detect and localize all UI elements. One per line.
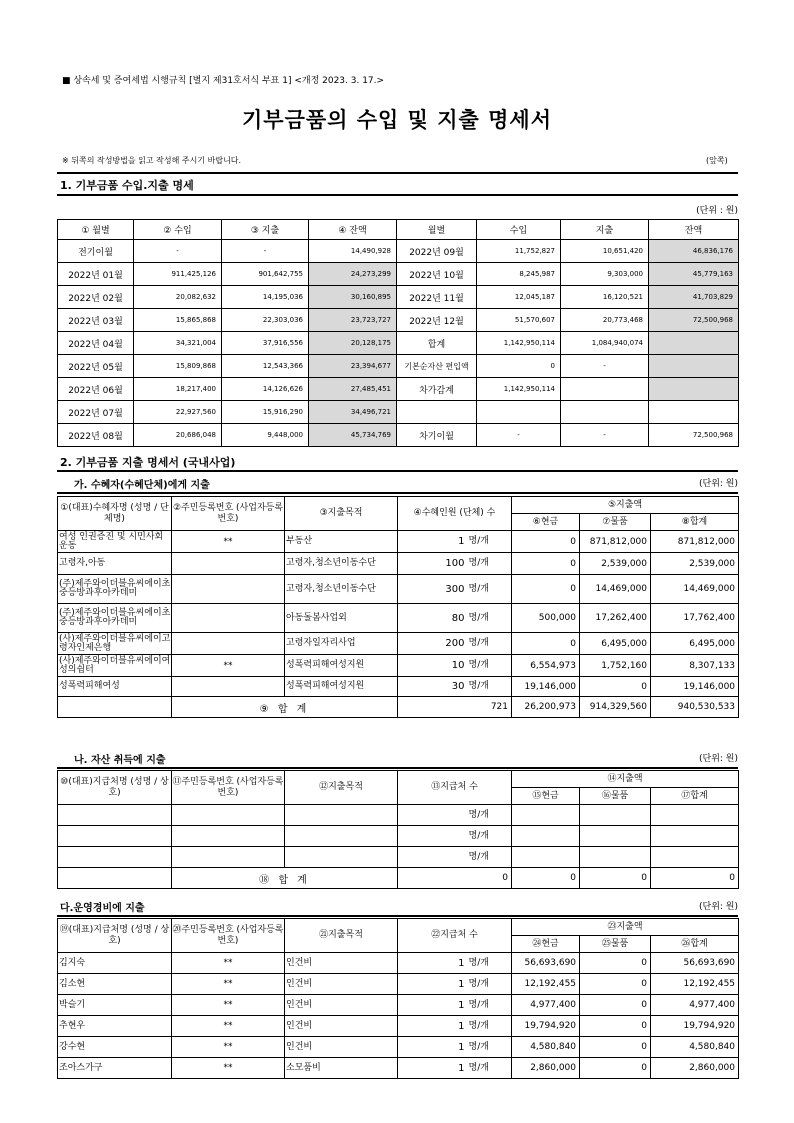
registration-number: ** xyxy=(172,655,285,677)
recipient-name: (주)제주와이더블유씨에이초중등방과후아카데미 xyxy=(58,604,172,633)
registration-number: ** xyxy=(172,995,285,1016)
goods-amount: 1,752,160 xyxy=(580,655,651,677)
total-amount xyxy=(651,826,739,847)
recipient-count: 80 xyxy=(398,604,468,633)
month-label: 2022년 02월 xyxy=(58,286,134,309)
column-header: ⑳주민등록번호 (사업자등록번호) xyxy=(172,919,285,953)
table-row xyxy=(58,1058,739,1079)
recipient-name: 강수현 xyxy=(58,1037,172,1058)
column-header: ① 월별 xyxy=(58,220,134,240)
registration-number xyxy=(172,633,285,655)
amount-cell: 12,543,366 xyxy=(222,355,309,378)
table-row xyxy=(58,655,739,677)
income-expense-table xyxy=(57,219,739,447)
amount-cell: 27,485,451 xyxy=(309,378,397,401)
cash-amount xyxy=(512,847,580,868)
instruction-note: ※ 뒤쪽의 작성방법을 읽고 작성해 주시기 바랍니다. xyxy=(62,156,242,165)
cash-amount xyxy=(512,805,580,826)
recipient-count: 1 xyxy=(398,1058,468,1079)
recipient-name: 조아스가구 xyxy=(58,1058,172,1079)
registration-number: ** xyxy=(172,1016,285,1037)
sum-row xyxy=(58,868,739,889)
operating-expense-table xyxy=(57,918,739,1079)
section2b-unit: (단위: 원) xyxy=(699,754,738,764)
column-header: ㉕물품 xyxy=(580,936,651,953)
column-header: ④수혜인원 (단체) 수 xyxy=(398,497,512,531)
count-unit: 명/개 xyxy=(468,604,512,633)
registration-number: ** xyxy=(172,1037,285,1058)
recipient-name: (주)제주와이더블유씨에이초중등방과후아카데미 xyxy=(58,575,172,604)
recipient-count xyxy=(398,805,468,826)
goods-amount: 6,495,000 xyxy=(580,633,651,655)
column-header: ㉖합계 xyxy=(651,936,739,953)
expense-purpose: 인건비 xyxy=(285,953,398,974)
amount-cell xyxy=(477,401,561,424)
amount-cell: 15,865,868 xyxy=(134,309,222,332)
recipient-count: 1 xyxy=(398,953,468,974)
section2a-unit: (단위: 원) xyxy=(699,479,738,489)
table-row xyxy=(58,531,739,553)
amount-cell: 901,642,755 xyxy=(222,263,309,286)
cash-amount: 500,000 xyxy=(512,604,580,633)
divider xyxy=(57,767,738,769)
divider xyxy=(57,470,738,472)
recipient-count: 1 xyxy=(398,995,468,1016)
count-unit: 명/개 xyxy=(468,847,512,868)
goods-amount: 2,539,000 xyxy=(580,553,651,575)
amount-cell: 45,734,769 xyxy=(309,424,397,447)
month-label: 2022년 12월 xyxy=(397,309,477,332)
total-amount: 871,812,000 xyxy=(651,531,739,553)
amount-cell: 14,490,928 xyxy=(309,240,397,263)
count-unit: 명/개 xyxy=(468,1016,512,1037)
header-row xyxy=(58,220,739,240)
expense-purpose: 고령자,청소년이동수단 xyxy=(285,575,398,604)
table-row xyxy=(58,424,739,447)
amount-cell: 9,448,000 xyxy=(222,424,309,447)
amount-cell: 1,142,950,114 xyxy=(477,332,561,355)
table-row xyxy=(58,677,739,697)
month-label: 2022년 07월 xyxy=(58,401,134,424)
table-row xyxy=(58,332,739,355)
sum-spacer xyxy=(58,868,172,889)
sum-label: ⑱ 합 계 xyxy=(172,868,398,889)
sum-total: 940,530,533 xyxy=(651,697,739,718)
amount-cell: 20,686,048 xyxy=(134,424,222,447)
column-header: 잔액 xyxy=(649,220,739,240)
column-header: ㉒지급처 수 xyxy=(398,919,512,953)
beneficiary-table xyxy=(57,496,739,718)
month-label: 2022년 08월 xyxy=(58,424,134,447)
expense-purpose: 인건비 xyxy=(285,974,398,995)
expense-purpose: 고령자,청소년이동수단 xyxy=(285,553,398,575)
amount-cell: 11,752,827 xyxy=(477,240,561,263)
recipient-count: 1 xyxy=(398,531,468,553)
recipient-name: 김지숙 xyxy=(58,953,172,974)
count-unit: 명/개 xyxy=(468,1058,512,1079)
column-header: ⑪주민등록번호 (사업자등록번호) xyxy=(172,771,285,805)
total-amount: 8,307,133 xyxy=(651,655,739,677)
amount-cell: 1,084,940,074 xyxy=(561,332,649,355)
law-reference: ■ 상속세 및 증여세법 시행규칙 [별지 제31호서식 부표 1] <개정 2023. 3. 17.> xyxy=(62,76,385,86)
recipient-count: 300 xyxy=(398,575,468,604)
table-row xyxy=(58,604,739,633)
amount-cell: 16,120,521 xyxy=(561,286,649,309)
cash-amount: 0 xyxy=(512,633,580,655)
header-row xyxy=(58,497,739,514)
amount-cell: 72,500,968 xyxy=(649,424,739,447)
registration-number xyxy=(172,575,285,604)
goods-amount: 0 xyxy=(580,995,651,1016)
column-header: ⑲(대표)지급처명 (성명 / 상호) xyxy=(58,919,172,953)
amount-cell xyxy=(649,378,739,401)
table-row xyxy=(58,309,739,332)
registration-number xyxy=(172,805,285,826)
recipient-name: (사)제주와이더블유씨에이여성의쉼터 xyxy=(59,655,171,675)
recipient-name: 박슬기 xyxy=(58,995,172,1016)
amount-cell: 14,195,036 xyxy=(222,286,309,309)
column-header: ⑭지출액 xyxy=(512,771,739,788)
sum-cash: 0 xyxy=(512,868,580,889)
amount-cell: - xyxy=(222,240,309,263)
expense-purpose: 인건비 xyxy=(285,1016,398,1037)
sum-count: 0 xyxy=(398,868,512,889)
asset-acquisition-table xyxy=(57,770,739,889)
amount-cell: - xyxy=(477,424,561,447)
month-label: 기본순자산 편입액 xyxy=(397,355,477,378)
table-row xyxy=(58,805,739,826)
page-side-label: (앞쪽) xyxy=(706,156,728,165)
count-unit: 명/개 xyxy=(468,1037,512,1058)
registration-number xyxy=(172,604,285,633)
sum-count: 721 xyxy=(398,697,512,718)
recipient-name: 성폭력피해여성 xyxy=(58,677,172,697)
recipient-name: 고령자,아동 xyxy=(58,553,172,575)
amount-cell: 15,809,868 xyxy=(134,355,222,378)
column-header: ①(대표)수혜자명 (성명 / 단체명) xyxy=(58,497,172,531)
total-amount: 4,977,400 xyxy=(651,995,739,1016)
table-row xyxy=(58,401,739,424)
goods-amount: 0 xyxy=(580,953,651,974)
header-row xyxy=(58,771,739,788)
goods-amount: 0 xyxy=(580,1058,651,1079)
total-amount: 14,469,000 xyxy=(651,575,739,604)
total-amount: 12,192,455 xyxy=(651,974,739,995)
expense-purpose xyxy=(285,805,398,826)
recipient-count: 30 xyxy=(398,677,468,697)
total-amount: 17,762,400 xyxy=(651,604,739,633)
cash-amount: 2,860,000 xyxy=(512,1058,580,1079)
month-label: 2022년 03월 xyxy=(58,309,134,332)
column-header: 월별 xyxy=(397,220,477,240)
cash-amount: 56,693,690 xyxy=(512,953,580,974)
section2c-title: 다.운영경비에 지출 xyxy=(60,903,145,914)
cash-amount: 19,794,920 xyxy=(512,1016,580,1037)
amount-cell: - xyxy=(134,240,222,263)
amount-cell: 45,779,163 xyxy=(649,263,739,286)
month-label: 전기이월 xyxy=(58,240,134,263)
recipient-count xyxy=(398,826,468,847)
column-header: ⑤지출액 xyxy=(512,497,739,514)
column-header: 지출 xyxy=(561,220,649,240)
registration-number xyxy=(172,826,285,847)
amount-cell: 18,217,400 xyxy=(134,378,222,401)
goods-amount: 0 xyxy=(580,974,651,995)
column-header: ⑧합계 xyxy=(651,514,739,531)
recipient-name xyxy=(58,847,172,868)
amount-cell xyxy=(649,355,739,378)
cash-amount: 0 xyxy=(512,575,580,604)
amount-cell: 30,160,895 xyxy=(309,286,397,309)
month-label: 차기이월 xyxy=(397,424,477,447)
recipient-count: 100 xyxy=(398,553,468,575)
column-header: ③ 지출 xyxy=(222,220,309,240)
table-row xyxy=(58,286,739,309)
recipient-count: 10 xyxy=(398,655,468,677)
section1-title: 1. 기부금품 수입.지출 명세 xyxy=(60,179,194,192)
goods-amount: 0 xyxy=(580,677,651,697)
amount-cell: 41,703,829 xyxy=(649,286,739,309)
recipient-count: 1 xyxy=(398,1037,468,1058)
registration-number xyxy=(172,847,285,868)
cash-amount: 19,146,000 xyxy=(512,677,580,697)
section1-unit: (단위 : 원) xyxy=(696,206,738,216)
amount-cell: 20,082,632 xyxy=(134,286,222,309)
column-header: ⑦물품 xyxy=(580,514,651,531)
month-label: 2022년 01월 xyxy=(58,263,134,286)
count-unit: 명/개 xyxy=(468,826,512,847)
amount-cell: 8,245,987 xyxy=(477,263,561,286)
month-label: 2022년 10월 xyxy=(397,263,477,286)
goods-amount xyxy=(580,826,651,847)
column-header: ⑥현금 xyxy=(512,514,580,531)
count-unit: 명/개 xyxy=(468,805,512,826)
amount-cell: 0 xyxy=(477,355,561,378)
count-unit: 명/개 xyxy=(468,995,512,1016)
column-header: ③지출목적 xyxy=(285,497,398,531)
table-row xyxy=(58,847,739,868)
expense-purpose: 성폭력피해여성지원 xyxy=(285,655,398,677)
amount-cell: 23,394,677 xyxy=(309,355,397,378)
table-row xyxy=(58,633,739,655)
sum-total: 0 xyxy=(651,868,739,889)
amount-cell xyxy=(649,401,739,424)
goods-amount xyxy=(580,847,651,868)
month-label xyxy=(397,401,477,424)
recipient-count: 1 xyxy=(398,974,468,995)
registration-number xyxy=(172,553,285,575)
amount-cell: 34,496,721 xyxy=(309,401,397,424)
total-amount: 19,794,920 xyxy=(651,1016,739,1037)
count-unit: 명/개 xyxy=(468,974,512,995)
count-unit: 명/개 xyxy=(468,677,512,697)
expense-purpose: 성폭력피해여성지원 xyxy=(285,677,398,697)
count-unit: 명/개 xyxy=(468,553,512,575)
amount-cell xyxy=(649,332,739,355)
section2b-title: 나. 자산 취득에 지출 xyxy=(74,755,166,766)
divider xyxy=(57,915,738,917)
month-label: 2022년 04월 xyxy=(58,332,134,355)
amount-cell: 14,126,626 xyxy=(222,378,309,401)
amount-cell: - xyxy=(561,424,649,447)
month-label: 차가감계 xyxy=(397,378,477,401)
goods-amount: 17,262,400 xyxy=(580,604,651,633)
table-row xyxy=(58,263,739,286)
goods-amount: 14,469,000 xyxy=(580,575,651,604)
divider xyxy=(57,172,738,174)
table-row xyxy=(58,826,739,847)
expense-purpose: 아동돌봄사업외 xyxy=(285,604,398,633)
table-row xyxy=(58,553,739,575)
column-header: ⑩(대표)지급처명 (성명 / 상호) xyxy=(58,771,172,805)
header-row xyxy=(58,919,739,936)
section2c-unit: (단위: 원) xyxy=(699,902,738,912)
cash-amount: 0 xyxy=(512,553,580,575)
amount-cell: 24,273,299 xyxy=(309,263,397,286)
goods-amount: 871,812,000 xyxy=(580,531,651,553)
section2a-title: 가. 수혜자(수혜단체)에게 지출 xyxy=(74,480,210,491)
cash-amount: 4,977,400 xyxy=(512,995,580,1016)
expense-purpose xyxy=(285,847,398,868)
table-row xyxy=(58,240,739,263)
amount-cell: 46,836,176 xyxy=(649,240,739,263)
document-title: 기부금품의 수입 및 지출 명세서 xyxy=(242,108,552,132)
expense-purpose xyxy=(285,826,398,847)
column-header: ㉔현금 xyxy=(512,936,580,953)
amount-cell: 15,916,290 xyxy=(222,401,309,424)
cash-amount: 12,192,455 xyxy=(512,974,580,995)
recipient-name xyxy=(58,805,172,826)
month-label: 2022년 09월 xyxy=(397,240,477,263)
count-unit: 명/개 xyxy=(468,633,512,655)
total-amount: 56,693,690 xyxy=(651,953,739,974)
month-label: 2022년 05월 xyxy=(58,355,134,378)
count-unit: 명/개 xyxy=(468,953,512,974)
column-header: ②주민등록번호 (사업자등록번호) xyxy=(172,497,285,531)
total-amount: 2,860,000 xyxy=(651,1058,739,1079)
column-header: ⑮현금 xyxy=(512,788,580,805)
cash-amount xyxy=(512,826,580,847)
table-row xyxy=(58,974,739,995)
total-amount: 6,495,000 xyxy=(651,633,739,655)
sum-goods: 914,329,560 xyxy=(580,697,651,718)
divider xyxy=(57,194,738,196)
amount-cell: 22,927,560 xyxy=(134,401,222,424)
sum-goods: 0 xyxy=(580,868,651,889)
amount-cell: 20,128,175 xyxy=(309,332,397,355)
amount-cell: 51,570,607 xyxy=(477,309,561,332)
count-unit: 명/개 xyxy=(468,655,512,677)
total-amount: 4,580,840 xyxy=(651,1037,739,1058)
table-row xyxy=(58,953,739,974)
table-row xyxy=(58,355,739,378)
total-amount xyxy=(651,805,739,826)
table-row xyxy=(58,1037,739,1058)
table-row xyxy=(58,575,739,604)
sum-row xyxy=(58,697,739,718)
column-header: ② 수입 xyxy=(134,220,222,240)
month-label: 2022년 06월 xyxy=(58,378,134,401)
sum-spacer xyxy=(58,697,172,718)
amount-cell: 911,425,126 xyxy=(134,263,222,286)
column-header: ⑰합계 xyxy=(651,788,739,805)
amount-cell: 34,321,004 xyxy=(134,332,222,355)
sum-cash: 26,200,973 xyxy=(512,697,580,718)
registration-number: ** xyxy=(172,953,285,974)
amount-cell xyxy=(561,401,649,424)
amount-cell: 12,045,187 xyxy=(477,286,561,309)
registration-number xyxy=(172,677,285,697)
count-unit: 명/개 xyxy=(468,531,512,553)
recipient-name: 여성 인권증진 및 시민사회운동 xyxy=(58,531,172,553)
recipient-name: 김소현 xyxy=(58,974,172,995)
amount-cell: 10,651,420 xyxy=(561,240,649,263)
cash-amount: 4,580,840 xyxy=(512,1037,580,1058)
recipient-count: 200 xyxy=(398,633,468,655)
cash-amount: 6,554,973 xyxy=(512,655,580,677)
amount-cell: 23,723,727 xyxy=(309,309,397,332)
goods-amount: 0 xyxy=(580,1016,651,1037)
recipient-name xyxy=(58,826,172,847)
recipient-name: (사)제주와이더블유씨에이고령자인제은행 xyxy=(59,633,171,653)
total-amount: 2,539,000 xyxy=(651,553,739,575)
table-row xyxy=(58,995,739,1016)
amount-cell: 20,773,468 xyxy=(561,309,649,332)
registration-number: ** xyxy=(172,974,285,995)
column-header: ⑫지출목적 xyxy=(285,771,398,805)
expense-purpose: 고령자일자리사업 xyxy=(285,633,398,655)
recipient-count: 1 xyxy=(398,1016,468,1037)
registration-number: ** xyxy=(172,1058,285,1079)
goods-amount: 0 xyxy=(580,1037,651,1058)
month-label: 2022년 11월 xyxy=(397,286,477,309)
expense-purpose: 인건비 xyxy=(285,995,398,1016)
registration-number: ** xyxy=(172,531,285,553)
column-header: ⑯물품 xyxy=(580,788,651,805)
expense-purpose: 소모품비 xyxy=(285,1058,398,1079)
total-amount: 19,146,000 xyxy=(651,677,739,697)
expense-purpose: 인건비 xyxy=(285,1037,398,1058)
count-unit: 명/개 xyxy=(468,575,512,604)
sum-label: ⑨ 합 계 xyxy=(172,697,398,718)
recipient-name: 추현우 xyxy=(58,1016,172,1037)
amount-cell xyxy=(561,378,649,401)
column-header: ⑬지급처 수 xyxy=(398,771,512,805)
section2-title: 2. 기부금품 지출 명세서 (국내사업) xyxy=(60,456,236,469)
column-header: ㉑지출목적 xyxy=(285,919,398,953)
total-amount xyxy=(651,847,739,868)
amount-cell: 72,500,968 xyxy=(649,309,739,332)
amount-cell: 37,916,556 xyxy=(222,332,309,355)
column-header: 수입 xyxy=(477,220,561,240)
column-header: ④ 잔액 xyxy=(309,220,397,240)
amount-cell: - xyxy=(561,355,649,378)
month-label: 합계 xyxy=(397,332,477,355)
cash-amount: 0 xyxy=(512,531,580,553)
amount-cell: 22,303,036 xyxy=(222,309,309,332)
table-row xyxy=(58,1016,739,1037)
amount-cell: 9,303,000 xyxy=(561,263,649,286)
table-row xyxy=(58,378,739,401)
goods-amount xyxy=(580,805,651,826)
expense-purpose: 부동산 xyxy=(285,531,398,553)
amount-cell: 1,142,950,114 xyxy=(477,378,561,401)
recipient-count xyxy=(398,847,468,868)
divider xyxy=(57,492,738,494)
column-header: ㉓지출액 xyxy=(512,919,739,936)
